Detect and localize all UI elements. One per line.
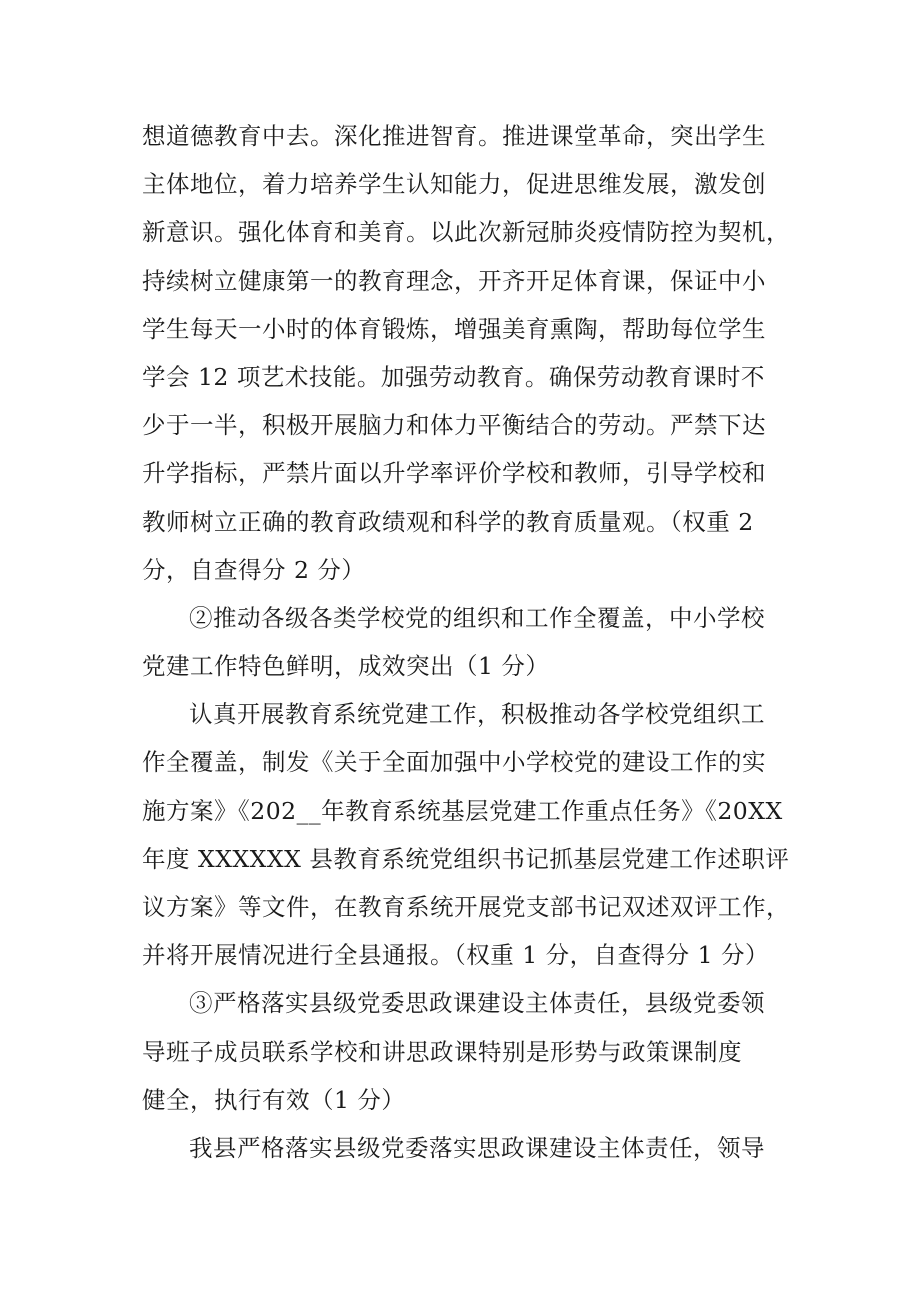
paragraph-item-2-heading bbox=[142, 594, 782, 690]
text-line: 教师树立正确的教育政绩观和科学的教育质量观。（权重 2 bbox=[142, 507, 754, 536]
text-line: 认真开展教育系统党建工作，积极推动各学校党组织工 bbox=[189, 700, 765, 729]
text-line: 新意识。强化体育和美育。以此次新冠肺炎疫情防控为契机， bbox=[142, 218, 790, 247]
paragraph-ideological-course bbox=[142, 1124, 782, 1172]
text-line: 学会 12 项艺术技能。加强劳动教育。确保劳动教育课时不 bbox=[142, 362, 765, 391]
text-line: 想道德教育中去。深化推进智育。推进课堂革命，突出学生 bbox=[142, 122, 766, 150]
text-line: 年度 XXXXXX 县教育系统党组织书记抓基层党建工作述职评 bbox=[142, 844, 790, 873]
text-line: 并将开展情况进行全县通报。（权重 1 分，自查得分 1 分） bbox=[142, 941, 770, 970]
paragraph-item-3-heading bbox=[142, 979, 782, 1124]
text-line: 升学指标，严禁片面以升学率评价学校和教师，引导学校和 bbox=[142, 459, 766, 488]
text-line: 分，自查得分 2 分） bbox=[142, 555, 366, 584]
text-line: 作全覆盖，制发《关于全面加强中小学校党的建设工作的实 bbox=[142, 748, 766, 777]
document-body bbox=[142, 112, 790, 1172]
text-line: 学生每天一小时的体育锻炼，增强美育熏陶，帮助每位学生 bbox=[142, 314, 766, 343]
text-line: 施方案》《202__年教育系统基层党建工作重点任务》《20XX bbox=[142, 796, 783, 825]
text-line: 导班子成员联系学校和讲思政课特别是形势与政策课制度 bbox=[142, 1037, 742, 1066]
paragraph-party-building bbox=[142, 690, 790, 979]
text-line: 少于一半，积极开展脑力和体力平衡结合的劳动。严禁下达 bbox=[142, 411, 766, 440]
text-line: 我县严格落实县级党委落实思政课建设主体责任，领导 bbox=[189, 1133, 765, 1162]
text-line: 主体地位，着力培养学生认知能力，促进思维发展，激发创 bbox=[142, 170, 766, 199]
paragraph-moral-intellectual-education bbox=[142, 112, 790, 594]
text-line: 党建工作特色鲜明，成效突出（1 分） bbox=[142, 652, 550, 681]
text-line: 健全，执行有效（1 分） bbox=[142, 1085, 406, 1114]
text-line: ③严格落实县级党委思政课建设主体责任，县级党委领 bbox=[189, 989, 765, 1018]
text-line: ②推动各级各类学校党的组织和工作全覆盖，中小学校 bbox=[189, 603, 765, 632]
text-line: 议方案》等文件，在教育系统开展党支部书记双述双评工作， bbox=[142, 893, 790, 921]
text-line: 持续树立健康第一的教育理念，开齐开足体育课，保证中小 bbox=[142, 266, 766, 295]
